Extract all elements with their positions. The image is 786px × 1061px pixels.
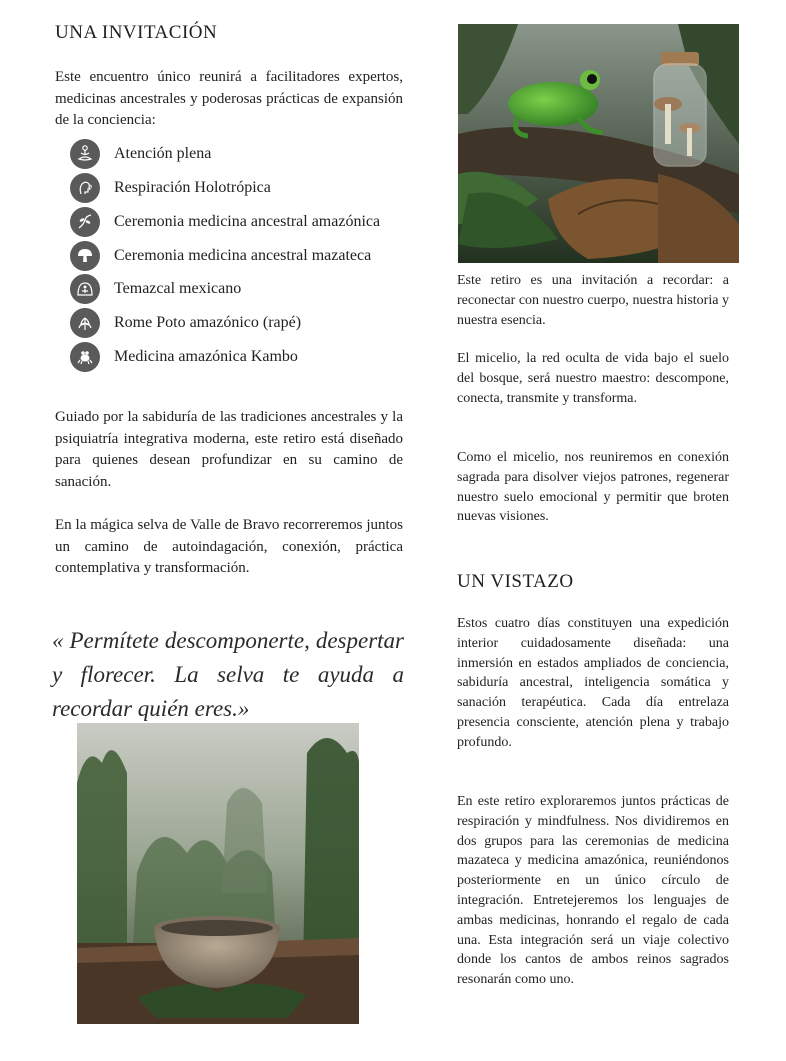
intro-paragraph: Este encuentro único reunirá a facilitadores expertos, medicinas ancestrales y poderosas prácticas de expansión de la conciencia: <box>55 69 403 128</box>
groups-paragraph: En este retiro exploraremos juntos prácticas de respiración y mindfulness. Nos dividiremos en dos grupos para las ceremonias de medicina mazateca y medicina amazónica, reuniéndonos posteriormente en un único círculo de integración. Entretejeremos los lenguajes de ambas medicinas, honrando el regalo de cada una. Esta integración será un viaje colectivo donde los cantos de ambos reinos sagrados resonarán como uno. <box>457 794 729 988</box>
vine-icon <box>70 207 100 237</box>
list-item <box>70 241 371 271</box>
list-item <box>70 207 380 237</box>
bowl-forest-photo <box>77 723 359 1024</box>
temazcal-icon <box>70 274 100 304</box>
list-item-label: Rome Poto amazónico (rapé) <box>114 314 302 331</box>
leaf-icon <box>70 308 100 338</box>
mycelium-paragraph: El micelio, la red oculta de vida bajo el suelo del bosque, será nuestro maestro: descompone, conecta, transmite y transforma. <box>457 351 729 406</box>
mushroom-icon <box>70 241 100 271</box>
tradition-paragraph: Guiado por la sabiduría de las tradiciones ancestrales y la psiquiatría integrativa moderna, este retiro está diseñado para quienes desean profundizar en su camino de sanación. <box>55 409 403 490</box>
list-item-label: Ceremonia medicina ancestral mazateca <box>114 247 372 264</box>
list-item-label: Ceremonia medicina ancestral amazónica <box>114 213 381 230</box>
list-item <box>70 342 298 372</box>
connection-paragraph: Como el micelio, nos reuniremos en conexión sagrada para disolver viejos patrones, regenerar nuestro suelo emocional y permitir que broten nuevas visiones. <box>457 450 729 525</box>
list-item-label: Atención plena <box>114 145 212 162</box>
section-title-overview: UN VISTAZO <box>457 571 574 592</box>
breath-icon <box>70 173 100 203</box>
list-item-label: Medicina amazónica Kambo <box>114 348 298 365</box>
list-item-label: Respiración Holotrópica <box>114 179 271 196</box>
list-item <box>70 274 241 304</box>
frog-jar-photo <box>458 24 739 263</box>
valle-paragraph: En la mágica selva de Valle de Bravo recorreremos juntos un camino de autoindagación, conexión, práctica contemplativa y transformación. <box>55 517 403 576</box>
section-title-invitation: UNA INVITACIÓN <box>55 22 218 43</box>
list-item-label: Temazcal mexicano <box>114 280 242 297</box>
overview-paragraph: Estos cuatro días constituyen una expedición interior cuidadosamente diseñada: una inmersión en estados ampliados de conciencia, sabiduría ancestral, inteligencia somática y sanación terapéutica. Cada día entrelaza presencia consciente, atención plena y trabajo profundo. <box>457 616 729 750</box>
pull-quote: « Permítete descomponerte, despertar y florecer. La selva te ayuda a recordar quién eres.» <box>52 628 404 721</box>
invitation-paragraph: Este retiro es una invitación a recordar: a reconectar con nuestro cuerpo, nuestra historia y nuestra esencia. <box>457 273 729 328</box>
list-item <box>70 308 301 338</box>
list-item <box>70 139 211 169</box>
list-item <box>70 173 271 203</box>
meditation-icon <box>70 139 100 169</box>
frog-icon <box>70 342 100 372</box>
